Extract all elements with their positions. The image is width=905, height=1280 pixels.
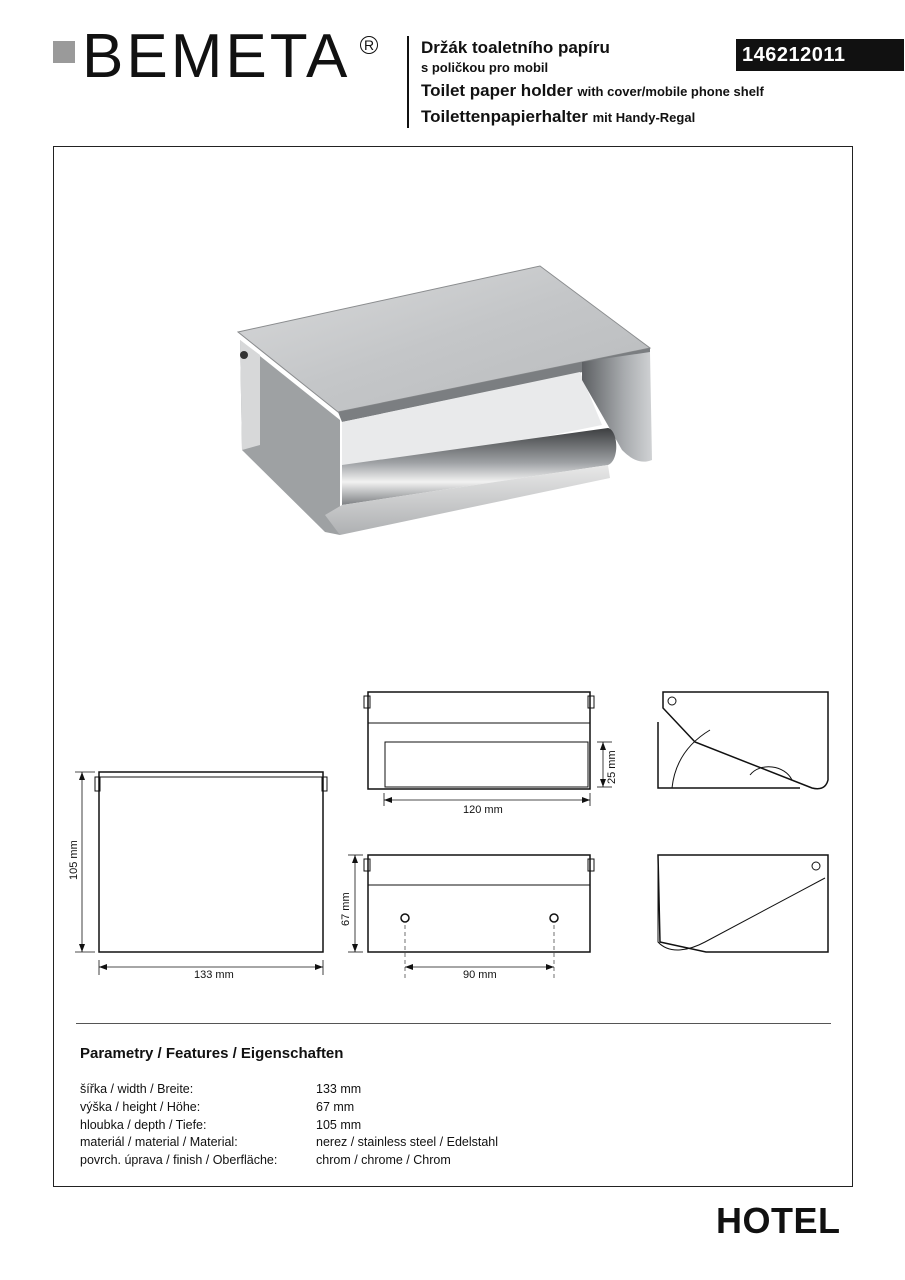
- feature-value-finish: chrom / chrome / Chrom: [316, 1153, 451, 1167]
- title-german-main: Toilettenpapierhalter: [421, 107, 588, 126]
- feature-value-height: 67 mm: [316, 1100, 355, 1114]
- feature-label-material: materiál / material / Material:: [80, 1135, 238, 1149]
- front-view-outline: [99, 772, 323, 952]
- feature-value-width: 133 mm: [316, 1082, 362, 1096]
- dim-top-depth: 25 mm: [606, 750, 618, 784]
- feature-value-material: nerez / stainless steel / Edelstahl: [316, 1135, 499, 1149]
- header-separator: [407, 36, 409, 128]
- dim-top-width: 120 mm: [463, 804, 503, 816]
- registered-mark: R: [360, 36, 378, 54]
- title-english-main: Toilet paper holder: [421, 81, 573, 100]
- dim-hole-distance: 90 mm: [463, 969, 497, 981]
- dim-front-width: 133 mm: [194, 969, 234, 981]
- features-title: Parametry / Features / Eigenschaften: [80, 1045, 344, 1062]
- feature-value-depth: 105 mm: [316, 1118, 362, 1132]
- title-english-sub: with cover/mobile phone shelf: [577, 84, 764, 99]
- subtitle-czech: s poličkou pro mobil: [421, 60, 549, 75]
- product-code: 146212011: [736, 39, 904, 71]
- title-czech: Držák toaletního papíru: [421, 38, 610, 57]
- brand-logo: BEMETA: [82, 22, 351, 91]
- title-german-sub: mit Handy-Regal: [592, 110, 696, 125]
- logo-mark: [53, 41, 75, 63]
- dim-rear-height: 67 mm: [340, 892, 352, 926]
- product-photo: [230, 260, 660, 545]
- category-label: HOTEL: [716, 1200, 841, 1241]
- feature-label-depth: hloubka / depth / Tiefe:: [80, 1118, 207, 1132]
- feature-label-finish: povrch. úprava / finish / Oberfläche:: [80, 1153, 278, 1167]
- technical-drawings: [60, 680, 850, 1000]
- features-divider: [76, 1023, 831, 1024]
- dim-front-height: 105 mm: [68, 840, 80, 880]
- title-german: [421, 107, 695, 127]
- feature-label-width: šířka / width / Breite:: [80, 1082, 194, 1096]
- title-english: [421, 81, 764, 101]
- feature-label-height: výška / height / Höhe:: [80, 1100, 201, 1114]
